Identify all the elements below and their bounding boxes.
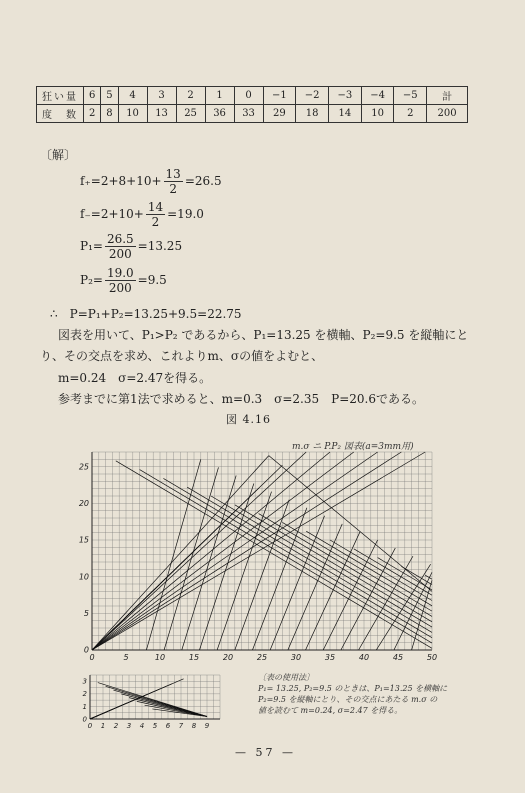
fraction-numerator: 26.5 bbox=[106, 232, 134, 246]
table-cell: −2 bbox=[296, 87, 329, 105]
table-row-header: 度 数 bbox=[37, 105, 84, 123]
x-tick-label: 40 bbox=[358, 653, 370, 662]
y-tick-label: 0 bbox=[83, 645, 89, 655]
curve-line bbox=[235, 505, 432, 622]
curve-line bbox=[92, 452, 425, 650]
equation-rhs: =19.0 bbox=[167, 207, 204, 221]
x-tick-label: 0 bbox=[89, 653, 95, 662]
table-cell: 2 bbox=[394, 105, 427, 123]
fraction-denominator: 2 bbox=[151, 215, 160, 229]
inset-chart bbox=[78, 672, 228, 730]
main-chart bbox=[70, 448, 445, 670]
solution-label: 〔解〕 bbox=[40, 148, 77, 162]
fraction-numerator: 19.0 bbox=[106, 266, 134, 280]
table-cell: 25 bbox=[176, 105, 205, 123]
table-cell: 10 bbox=[118, 105, 147, 123]
table-cell: 4 bbox=[118, 87, 147, 105]
x-tick-label: 0 bbox=[87, 722, 93, 730]
table-row-frequency bbox=[37, 105, 468, 123]
x-tick-label: 9 bbox=[204, 722, 210, 730]
fraction-numerator: 13 bbox=[165, 167, 181, 181]
y-tick-label: 1 bbox=[82, 702, 87, 711]
x-tick-label: 4 bbox=[139, 722, 145, 730]
fraction bbox=[105, 232, 136, 261]
table-row-header: 狂い量 bbox=[37, 87, 84, 105]
table-cell: 8 bbox=[101, 105, 118, 123]
equation-lhs: f₋=2+10+ bbox=[80, 207, 144, 221]
y-tick-label: 15 bbox=[78, 535, 89, 545]
paragraph-line: 図表を用いて、P₁>P₂ であるから、P₁=13.25 を横軸、P₂=9.5 を縦軸にと bbox=[58, 328, 469, 342]
y-tick-label: 2 bbox=[82, 690, 87, 699]
x-tick-label: 25 bbox=[256, 653, 268, 662]
equation-lhs: P₂= bbox=[80, 273, 103, 287]
x-tick-label: 2 bbox=[113, 722, 119, 730]
figure-label: 図 4.16 bbox=[226, 413, 271, 426]
x-tick-label: 7 bbox=[178, 722, 184, 730]
curve-line bbox=[140, 470, 432, 643]
table-cell: −3 bbox=[329, 87, 362, 105]
x-tick-label: 20 bbox=[222, 653, 234, 662]
y-tick-label: 3 bbox=[82, 677, 87, 686]
x-tick-label: 8 bbox=[191, 722, 197, 730]
equation-lhs: f₊=2+8+10+ bbox=[80, 174, 162, 188]
paragraph-line: り、その交点を求め、これよりm、σの値をよむと、 bbox=[40, 349, 324, 363]
x-tick-label: 3 bbox=[126, 722, 132, 730]
table-cell: 36 bbox=[205, 105, 234, 123]
curve-line bbox=[211, 496, 432, 627]
equation-rhs: =26.5 bbox=[184, 174, 222, 188]
usage-line: P₂=9.5 を縦軸にとり、その交点にあたる m.σ の bbox=[258, 695, 438, 704]
fraction-denominator: 2 bbox=[169, 182, 177, 196]
sum-line: ∴ P=P₁+P₂=13.25+9.5=22.75 bbox=[50, 307, 242, 321]
x-tick-label: 5 bbox=[123, 653, 129, 662]
equation-p2 bbox=[80, 266, 167, 295]
x-tick-label: 6 bbox=[165, 722, 171, 730]
result-line: m=0.24 σ=2.47を得る。 bbox=[58, 371, 212, 385]
x-tick-label: 50 bbox=[426, 653, 438, 662]
x-tick-label: 30 bbox=[290, 653, 302, 662]
table-cell: 6 bbox=[84, 87, 101, 105]
equation-rhs: =13.25 bbox=[137, 239, 183, 253]
x-tick-label: 10 bbox=[154, 653, 166, 662]
usage-note bbox=[258, 672, 447, 716]
table-cell: 5 bbox=[101, 87, 118, 105]
fraction bbox=[105, 266, 136, 295]
y-tick-label: 20 bbox=[78, 499, 89, 508]
table-cell: 33 bbox=[234, 105, 263, 123]
table-cell: 10 bbox=[361, 105, 394, 123]
page-number: — 57 — bbox=[235, 746, 296, 759]
curve-line bbox=[306, 531, 432, 606]
table-cell: 3 bbox=[147, 87, 176, 105]
usage-line: P₁= 13.25, P₂=9.5 のときは、P₁=13.25 を横軸に bbox=[258, 684, 448, 693]
table-cell: 29 bbox=[263, 105, 296, 123]
table-cell: −4 bbox=[361, 87, 394, 105]
equation-f-minus bbox=[80, 200, 204, 229]
x-tick-label: 5 bbox=[152, 722, 158, 730]
y-tick-label: 10 bbox=[78, 572, 89, 582]
table-cell: 200 bbox=[427, 105, 468, 123]
table-cell: 13 bbox=[147, 105, 176, 123]
usage-line: 値を読むて m=0.24, σ=2.47 を得る。 bbox=[258, 706, 403, 715]
x-tick-label: 1 bbox=[100, 722, 106, 730]
deviation-frequency-table bbox=[36, 86, 468, 123]
table-cell: −5 bbox=[394, 87, 427, 105]
table-cell: 2 bbox=[176, 87, 205, 105]
y-tick-label: 5 bbox=[83, 609, 89, 618]
chart-title: m.σ ニ P.P₂ 図表(a=3mm用) bbox=[292, 442, 414, 452]
usage-line: 〔表の使用法〕 bbox=[258, 673, 314, 682]
fraction bbox=[146, 200, 165, 229]
y-tick-label: 25 bbox=[78, 462, 89, 472]
table-cell: 2 bbox=[84, 105, 101, 123]
fraction-denominator: 200 bbox=[108, 247, 132, 261]
table-cell: 1 bbox=[205, 87, 234, 105]
fraction-numerator: 14 bbox=[147, 200, 164, 214]
paragraph-line: 参考までに第1法で求めると、m=0.3 σ=2.35 P=20.6である。 bbox=[58, 392, 424, 406]
x-tick-label: 45 bbox=[392, 653, 404, 662]
table-cell: 14 bbox=[329, 105, 362, 123]
curve-line bbox=[92, 452, 354, 650]
table-cell: 18 bbox=[296, 105, 329, 123]
equation-rhs: =9.5 bbox=[137, 273, 167, 287]
curve-line bbox=[92, 452, 401, 650]
table-cell: −1 bbox=[263, 87, 296, 105]
x-tick-label: 35 bbox=[324, 653, 336, 662]
equation-lhs: P₁= bbox=[80, 239, 103, 253]
x-tick-label: 15 bbox=[188, 653, 200, 662]
curve-line bbox=[412, 580, 432, 650]
table-cell: 0 bbox=[234, 87, 263, 105]
fraction-denominator: 200 bbox=[108, 281, 132, 295]
y-tick-label: 0 bbox=[82, 715, 87, 724]
table-cell: 計 bbox=[427, 87, 468, 105]
equation-f-plus bbox=[80, 167, 222, 196]
curve-line bbox=[92, 452, 306, 650]
equation-p1 bbox=[80, 232, 182, 261]
fraction bbox=[164, 167, 183, 196]
table-row-deviation bbox=[37, 87, 468, 105]
